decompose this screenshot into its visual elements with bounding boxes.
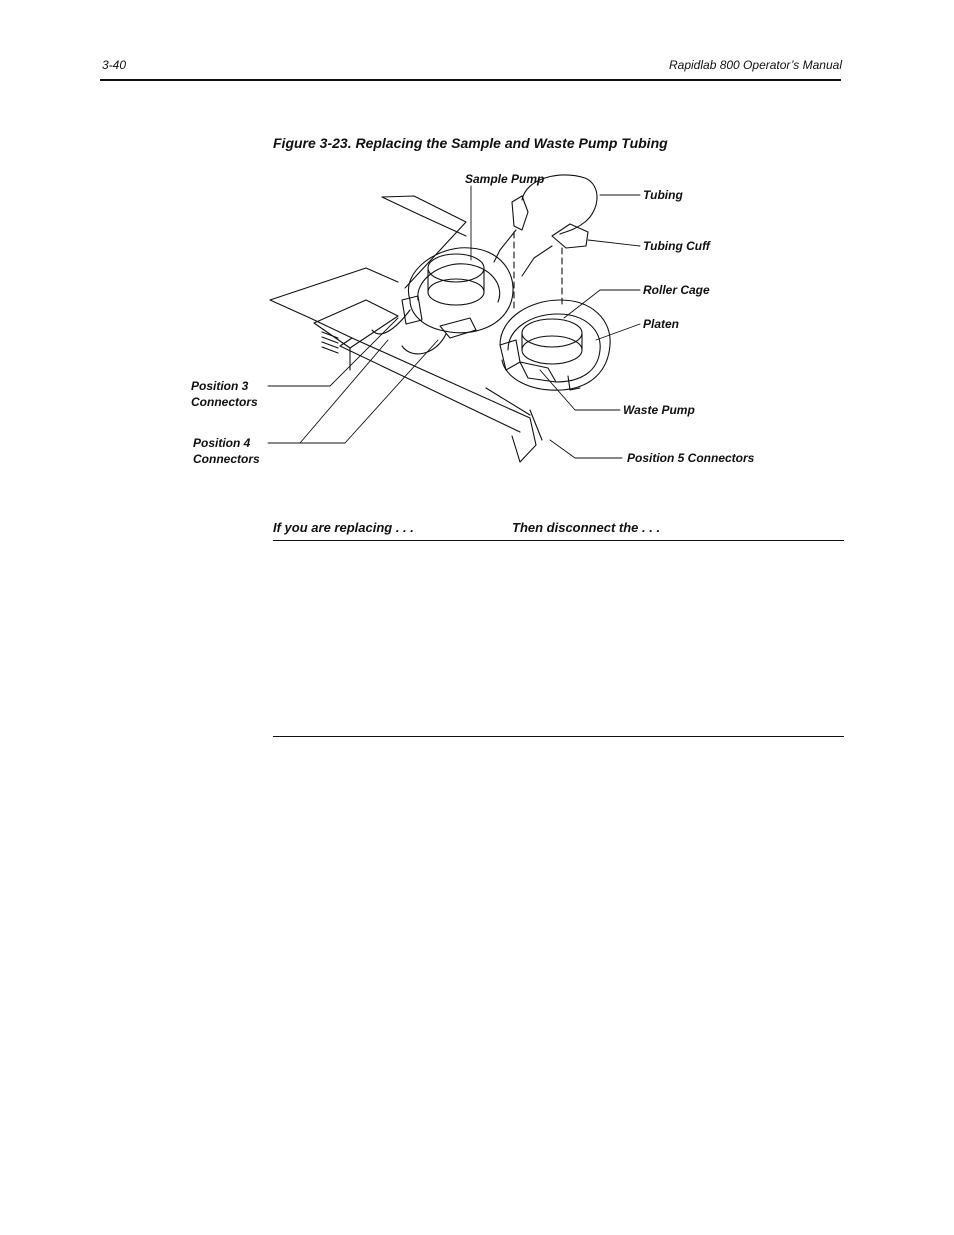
alignment-dashes (514, 232, 562, 310)
label-position3-line1: Position 3 (191, 379, 249, 393)
label-platen: Platen (643, 317, 680, 331)
label-position4-line1: Position 4 (193, 436, 251, 450)
table-bottom-rule (273, 736, 844, 737)
figure-title: Figure 3-23. Replacing the Sample and Waste Pump Tubing (273, 135, 668, 151)
pump-diagram (180, 165, 800, 485)
instrument-housing (270, 196, 542, 462)
sample-pump-drawing (402, 248, 513, 338)
header-rule (100, 79, 841, 81)
label-sample-pump: Sample Pump (465, 172, 545, 186)
label-waste-pump: Waste Pump (623, 403, 695, 417)
table-header-disconnect: Then disconnect the . . . (512, 520, 661, 535)
label-tubing-cuff: Tubing Cuff (643, 239, 710, 253)
label-tubing: Tubing (643, 188, 683, 202)
label-position3 (191, 378, 258, 410)
label-position5: Position 5 Connectors (627, 451, 755, 465)
table-top-rule (273, 540, 844, 541)
label-position4 (193, 435, 260, 467)
page-number: 3-40 (102, 58, 127, 72)
label-position4-line2: Connectors (193, 452, 260, 466)
table-header-replacing: If you are replacing . . . (273, 520, 414, 535)
label-position3-line2: Connectors (191, 395, 258, 409)
manual-title: Rapidlab 800 Operator’s Manual (669, 58, 842, 72)
waste-pump-drawing (500, 300, 610, 390)
tubing-drawing (372, 175, 597, 354)
label-roller-cage: Roller Cage (643, 283, 710, 297)
